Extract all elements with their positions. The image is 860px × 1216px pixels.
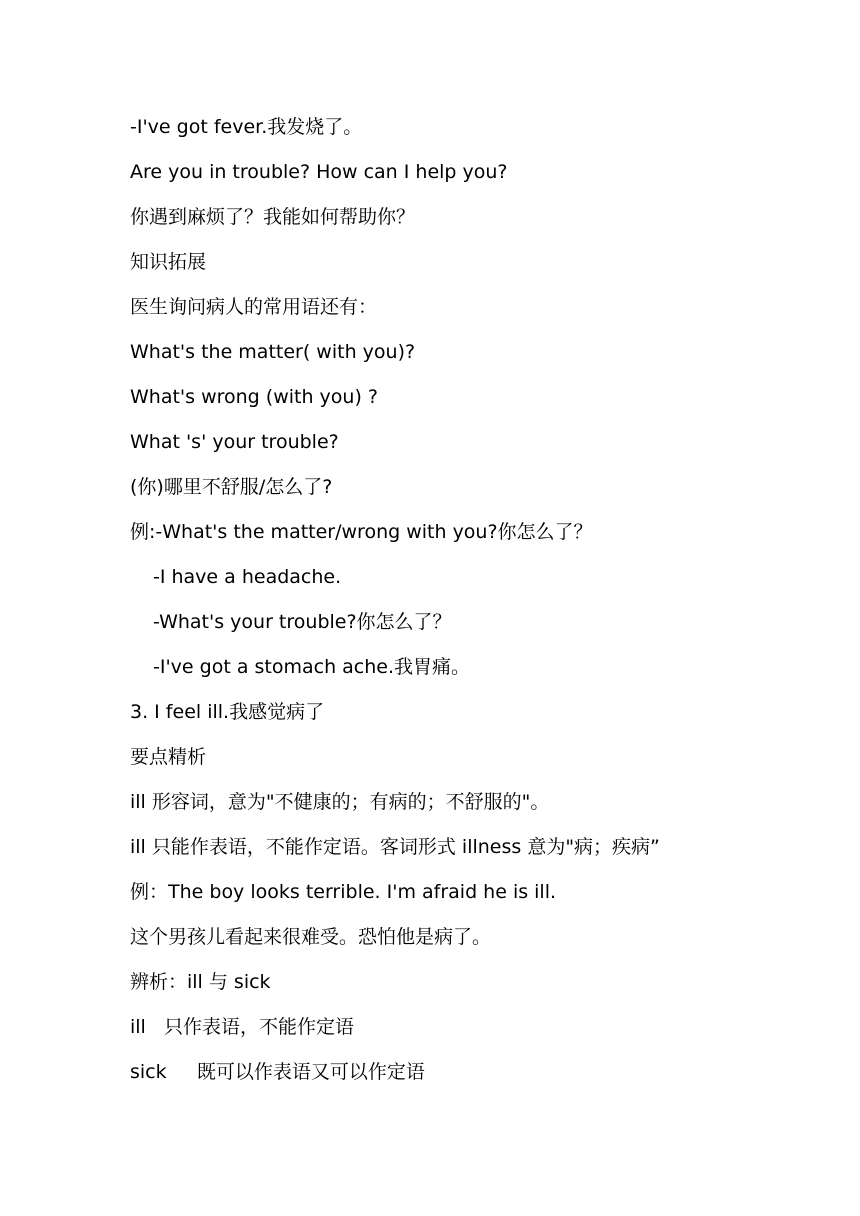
text-line: ill 形容词，意为"不健康的；有病的；不舒服的"。 bbox=[130, 791, 550, 813]
text-line: -I've got fever.我发烧了。 bbox=[130, 116, 363, 138]
example-line: -I have a headache. bbox=[153, 566, 342, 588]
text-line: 医生询问病人的常用语还有： bbox=[130, 296, 378, 318]
text-line: (你)哪里不舒服/怎么了? bbox=[130, 476, 333, 498]
text-line: What's the matter( with you)? bbox=[130, 341, 416, 363]
section-heading: 辨析：ill 与 sick bbox=[130, 971, 271, 993]
example-line: -I've got a stomach ache.我胃痛。 bbox=[153, 656, 471, 678]
section-heading: 3. I feel ill.我感觉病了 bbox=[130, 701, 325, 723]
section-heading: 知识拓展 bbox=[130, 251, 207, 273]
text-line: ill 只作表语，不能作定语 bbox=[130, 1016, 354, 1038]
text-line: sick 既可以作表语又可以作定语 bbox=[130, 1061, 425, 1083]
text-line: 你遇到麻烦了？我能如何帮助你？ bbox=[130, 206, 416, 228]
text-line: What 's' your trouble? bbox=[130, 431, 339, 453]
example-line: 例：The boy looks terrible. I'm afraid he is ill. bbox=[130, 881, 557, 903]
text-line: Are you in trouble? How can I help you? bbox=[130, 161, 508, 183]
text-line: 这个男孩儿看起来很难受。恐怕他是病了。 bbox=[130, 926, 492, 948]
example-line: -What's your trouble?你怎么了？ bbox=[153, 611, 452, 633]
section-heading: 要点精析 bbox=[130, 746, 207, 768]
example-line: 例:-What's the matter/wrong with you?你怎么了？ bbox=[130, 521, 593, 543]
text-line: What's wrong (with you) ? bbox=[130, 386, 378, 408]
text-line: ill 只能作表语，不能作定语。客词形式 illness 意为"病；疾病” bbox=[130, 836, 660, 858]
